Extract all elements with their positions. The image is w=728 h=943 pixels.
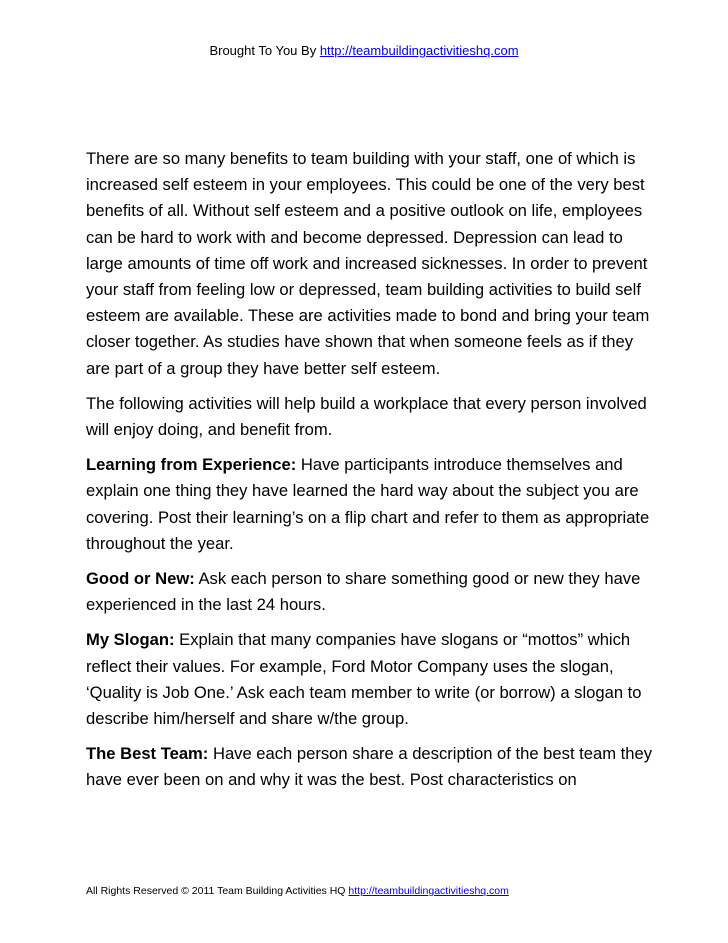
footer-copyright: All Rights Reserved © 2011 Team Building Activities HQ <box>86 885 349 897</box>
footer-link[interactable]: http://teambuildingactivitieshq.com <box>348 885 509 897</box>
activity-paragraph <box>86 627 656 732</box>
activity-title: Learning from Experience: <box>86 455 297 475</box>
article-body <box>86 146 656 803</box>
activity-text: Ask each person to share something good or new they have experienced in the last 24 hours. <box>86 569 641 615</box>
intro-paragraph: There are so many benefits to team building with your staff, one of which is increased self esteem in your employees. This could be one of the very best benefits of all. Without self esteem and a positive outlook on life, employees can be hard to work with and become depressed. Depression can lead to large amounts of time off work and increased sicknesses. In order to prevent your staff from feeling low or depressed, team building activities to build self esteem are available. These are activities made to bond and bring your team closer together. As studies have shown that when someone feels as if they are part of a group they have better self esteem. <box>86 149 650 378</box>
activity-text: Have each person share a description of the best team they have ever been on and why it was the best. Post characteristics on <box>86 744 653 790</box>
activity-text: Have participants introduce themselves and explain one thing they have learned the hard way about the subject you are covering. Post their learning’s on a flip chart and refer to them as appropriate throughout the year. <box>86 455 650 553</box>
activity-text: Explain that many companies have slogans or “mottos” which reflect their values. For example, Ford Motor Company uses the slogan, ‘Quality is Job One.’ Ask each team member to write (or borrow) a slogan to describe him/herself and share w/the group. <box>86 630 642 729</box>
header-prefix: Brought To You By <box>209 43 320 58</box>
page-header <box>0 42 728 60</box>
page-footer <box>86 884 686 898</box>
activity-paragraph <box>86 741 656 793</box>
activity-title: Good or New: <box>86 569 195 589</box>
intro-paragraph: The following activities will help build a workplace that every person involved will enjoy doing, and benefit from. <box>86 393 647 440</box>
activity-paragraph <box>86 452 656 557</box>
activity-paragraph <box>86 566 656 618</box>
header-link[interactable]: http://teambuildingactivitieshq.com <box>319 43 519 58</box>
activity-title: The Best Team: <box>86 744 209 764</box>
activity-title: My Slogan: <box>86 630 175 650</box>
